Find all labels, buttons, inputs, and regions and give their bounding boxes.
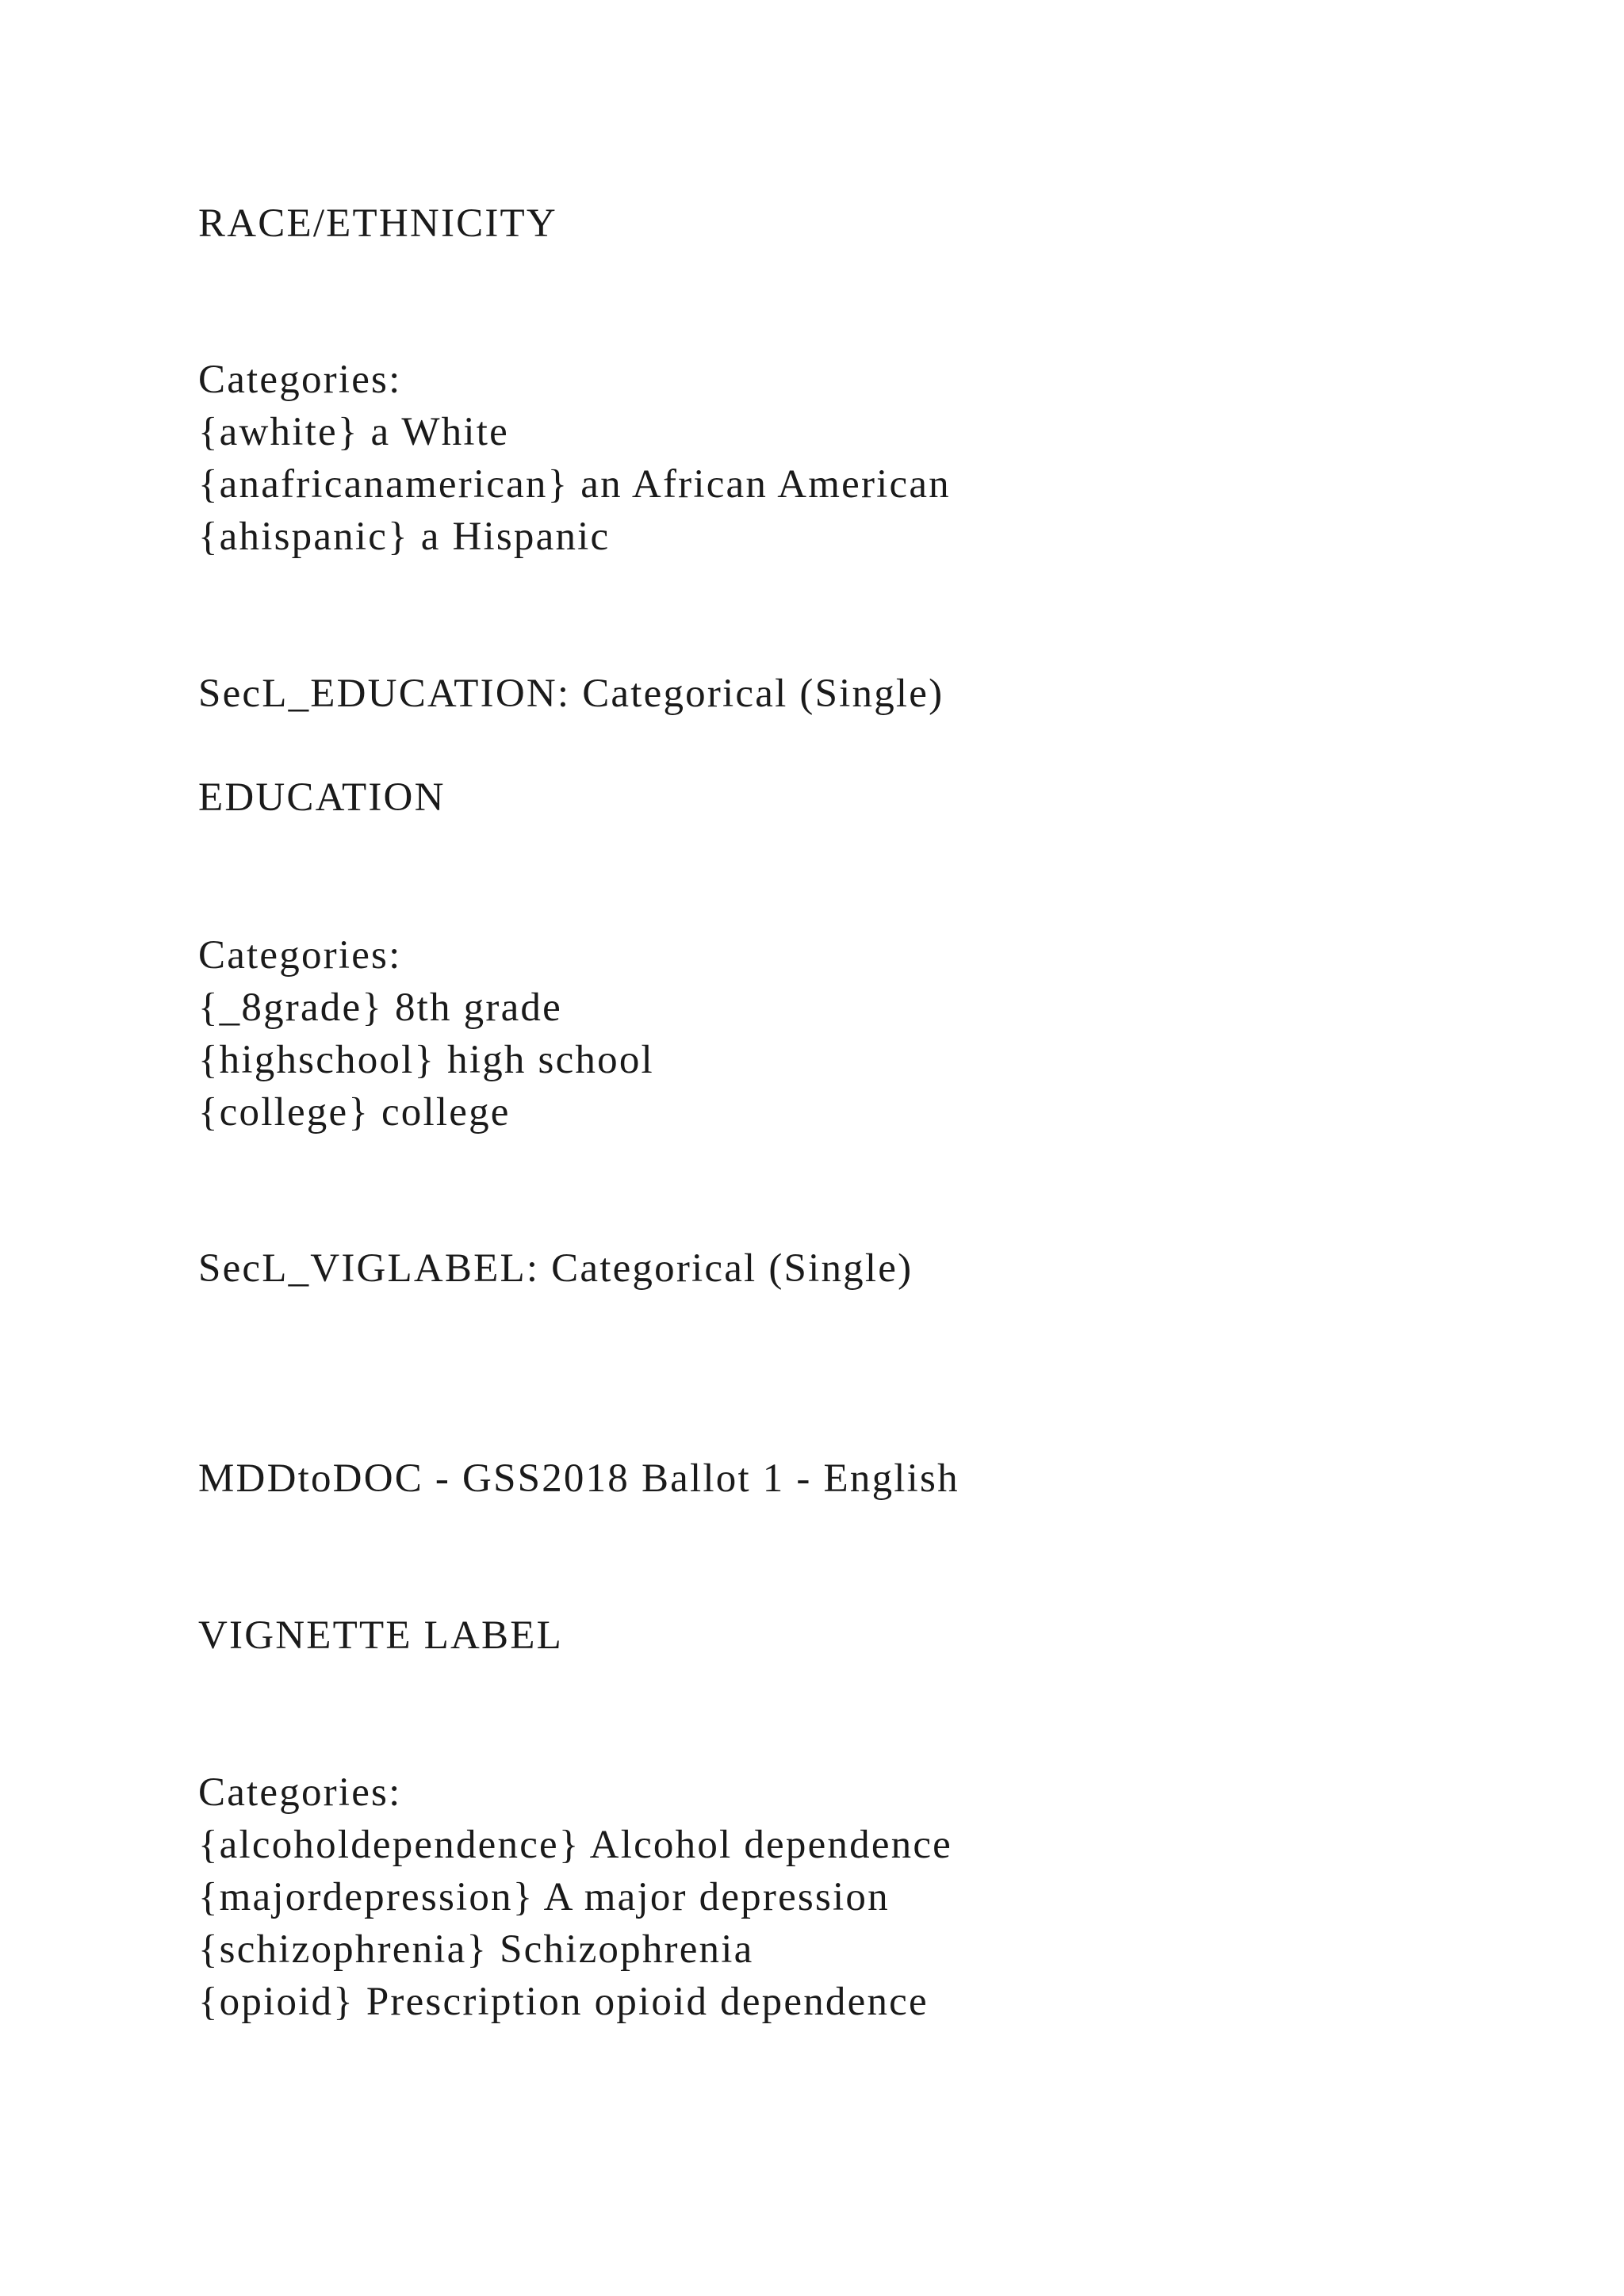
viglabel-categories-label: Categories: xyxy=(198,1770,402,1815)
race-categories-label: Categories: xyxy=(198,358,402,402)
viglabel-category-item: {alcoholdependence} Alcohol dependence xyxy=(198,1823,953,1867)
education-category-item: {highschool} high school xyxy=(198,1038,654,1082)
race-category-item: {ahispanic} a Hispanic xyxy=(198,515,611,559)
document-source-line: MDDtoDOC - GSS2018 Ballot 1 - English xyxy=(198,1456,959,1501)
education-category-item: {_8grade} 8th grade xyxy=(198,985,562,1030)
viglabel-heading: VIGNETTE LABEL xyxy=(198,1613,563,1658)
race-heading: RACE/ETHNICITY xyxy=(198,201,557,246)
viglabel-category-item: {schizophrenia} Schizophrenia xyxy=(198,1927,754,1972)
education-variable-line: SecL_EDUCATION: Categorical (Single) xyxy=(198,672,944,716)
viglabel-variable-line: SecL_VIGLABEL: Categorical (Single) xyxy=(198,1246,914,1291)
viglabel-category-item: {majordepression} A major depression xyxy=(198,1875,890,1919)
race-category-item: {awhite} a White xyxy=(198,410,509,454)
viglabel-category-item: {opioid} Prescription opioid dependence xyxy=(198,1980,929,2024)
education-category-item: {college} college xyxy=(198,1090,511,1135)
race-category-item: {anafricanamerican} an African American xyxy=(198,462,951,507)
education-heading: EDUCATION xyxy=(198,775,446,820)
education-categories-label: Categories: xyxy=(198,933,402,978)
